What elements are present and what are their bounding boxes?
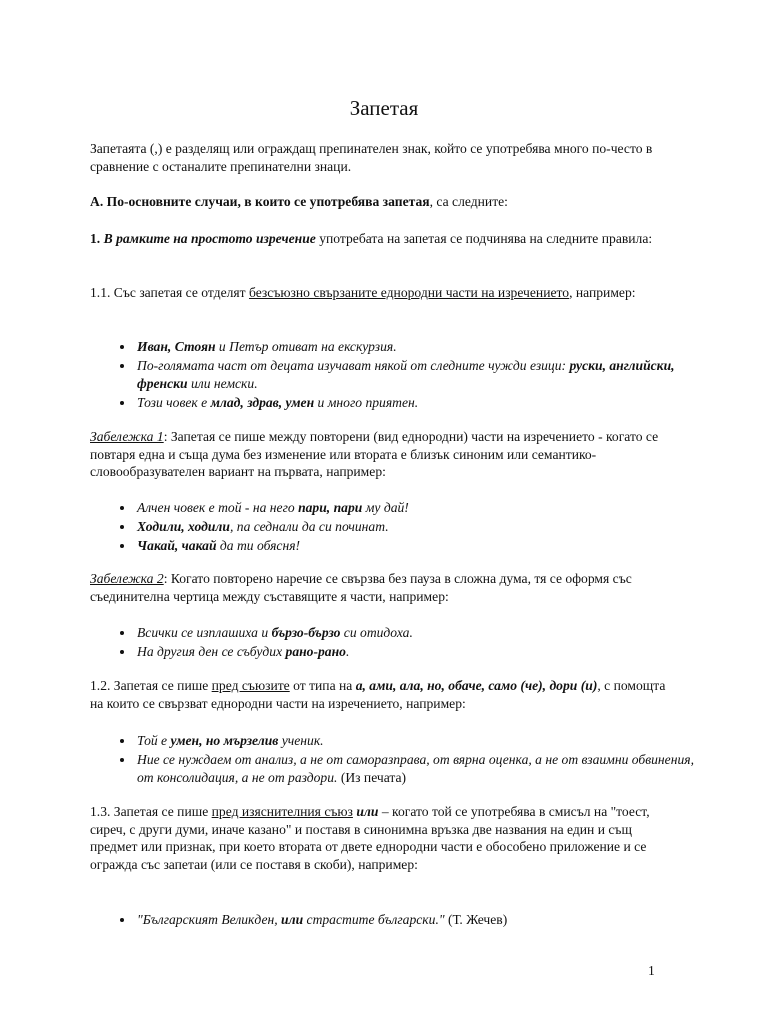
intro-paragraph: Запетаята (,) е разделящ или ограждащ препинателен знак, който се употребява много по-често в сравнение с останалите препинателни знаци. xyxy=(90,141,653,174)
note-2-label: Забележка 2 xyxy=(90,571,164,586)
list-item: • Ние се нуждаем от анализ, а не от саморазправа, от вярна оценка, а не от взаимни обвинения, от консолидация, а не от раздори. (Из печата) xyxy=(135,751,703,786)
list-item: • Чакай, чакай да ти обясня! xyxy=(135,537,703,555)
page-number: 1 xyxy=(648,963,655,978)
note-1-paragraph xyxy=(90,428,675,481)
examples-list-3 xyxy=(105,624,703,662)
list-item: • Той е умен, но мързелив ученик. xyxy=(135,732,703,750)
list-item: • На другия ден се събудих рано-рано. xyxy=(135,643,703,661)
rule-1-3-underlined: пред изяснителния съюз xyxy=(211,804,353,819)
rule-1-emphasis: В рамките на простото изречение xyxy=(103,231,316,246)
list-item: • Ходили, ходили, па седнали да си починат. xyxy=(135,518,703,536)
section-a-rest: , са следните: xyxy=(429,194,508,209)
rule-1-1-underlined: безсъюзно свързаните еднородни части на изречението xyxy=(248,285,570,300)
rule-1-2-paragraph: 1.2. Запетая се пише пред съюзите от типа на а, ами, ала, но, обаче, само (че), дори (и), с помощта на които се свързват еднородни части на изречението, например: xyxy=(90,678,666,711)
examples-list-2 xyxy=(105,499,703,556)
list-item: • Този човек е млад, здрав, умен и много приятен. xyxy=(135,394,703,412)
rule-1-2-conjunctions: а, ами, ала, но, обаче, само (че), дори (и) xyxy=(355,678,598,693)
page-title: Запетая xyxy=(349,96,419,120)
note-2-paragraph xyxy=(90,570,675,605)
examples-list-4 xyxy=(105,732,703,788)
section-a-heading xyxy=(90,193,675,211)
rule-1-1-pre: 1.1. Със запетая се отделят xyxy=(90,285,249,300)
rule-1-rest: употребата на запетая се подчинява на следните правила: xyxy=(315,231,653,246)
section-a-bold: А. По-основните случаи, в които се употребява запетая xyxy=(90,194,430,209)
rule-1-3-paragraph: 1.3. Запетая се пише пред изяснителния съюз или – когато той се употребява в смисъл на "тоест, сиреч, с други думи, иначе казано" и поставя в синонимна връзка две названия на един и същ предмет или признак, при което втората от двете еднородни части е обособено приложение и се огражда със запетаи (или се поставя в скоби), например: xyxy=(90,804,650,872)
note-1-text: : Запетая се пише между повторени (вид еднородни) части на изречението - когато се повтаря една и съща дума без изменение или втората е близък синоним или семантико-словообразувателен вариант на първата, например: xyxy=(90,429,659,479)
examples-list-5 xyxy=(105,911,703,930)
rule-1-2-underlined: пред съюзите xyxy=(211,678,290,693)
rule-1-1-post: , например: xyxy=(569,285,636,300)
list-item: • "Българският Великден, или страстите български." (Т. Жечев) xyxy=(135,911,703,929)
rule-1-1-paragraph xyxy=(90,284,675,302)
rule-1-paragraph xyxy=(90,230,675,248)
list-item: • По-голямата част от децата изучават някой от следните чужди езици: руски, английски, френски или немски. xyxy=(135,357,703,392)
list-item: • Иван, Стоян и Петър отиват на екскурзия. xyxy=(135,338,703,356)
rule-1-3-conjunction: или xyxy=(356,804,379,819)
list-item: • Всички се изплашиха и бързо-бързо си отидоха. xyxy=(135,624,703,642)
list-item: • Алчен човек е той - на него пари, пари му дай! xyxy=(135,499,703,517)
note-1-label: Забележка 1 xyxy=(90,429,164,444)
examples-list-1 xyxy=(105,338,703,413)
rule-1-number: 1. xyxy=(90,231,101,246)
note-2-text: : Когато повторено наречие се свързва без пауза в сложна дума, тя се оформя със съединителна чертица между съставящите я части, например: xyxy=(90,571,632,604)
